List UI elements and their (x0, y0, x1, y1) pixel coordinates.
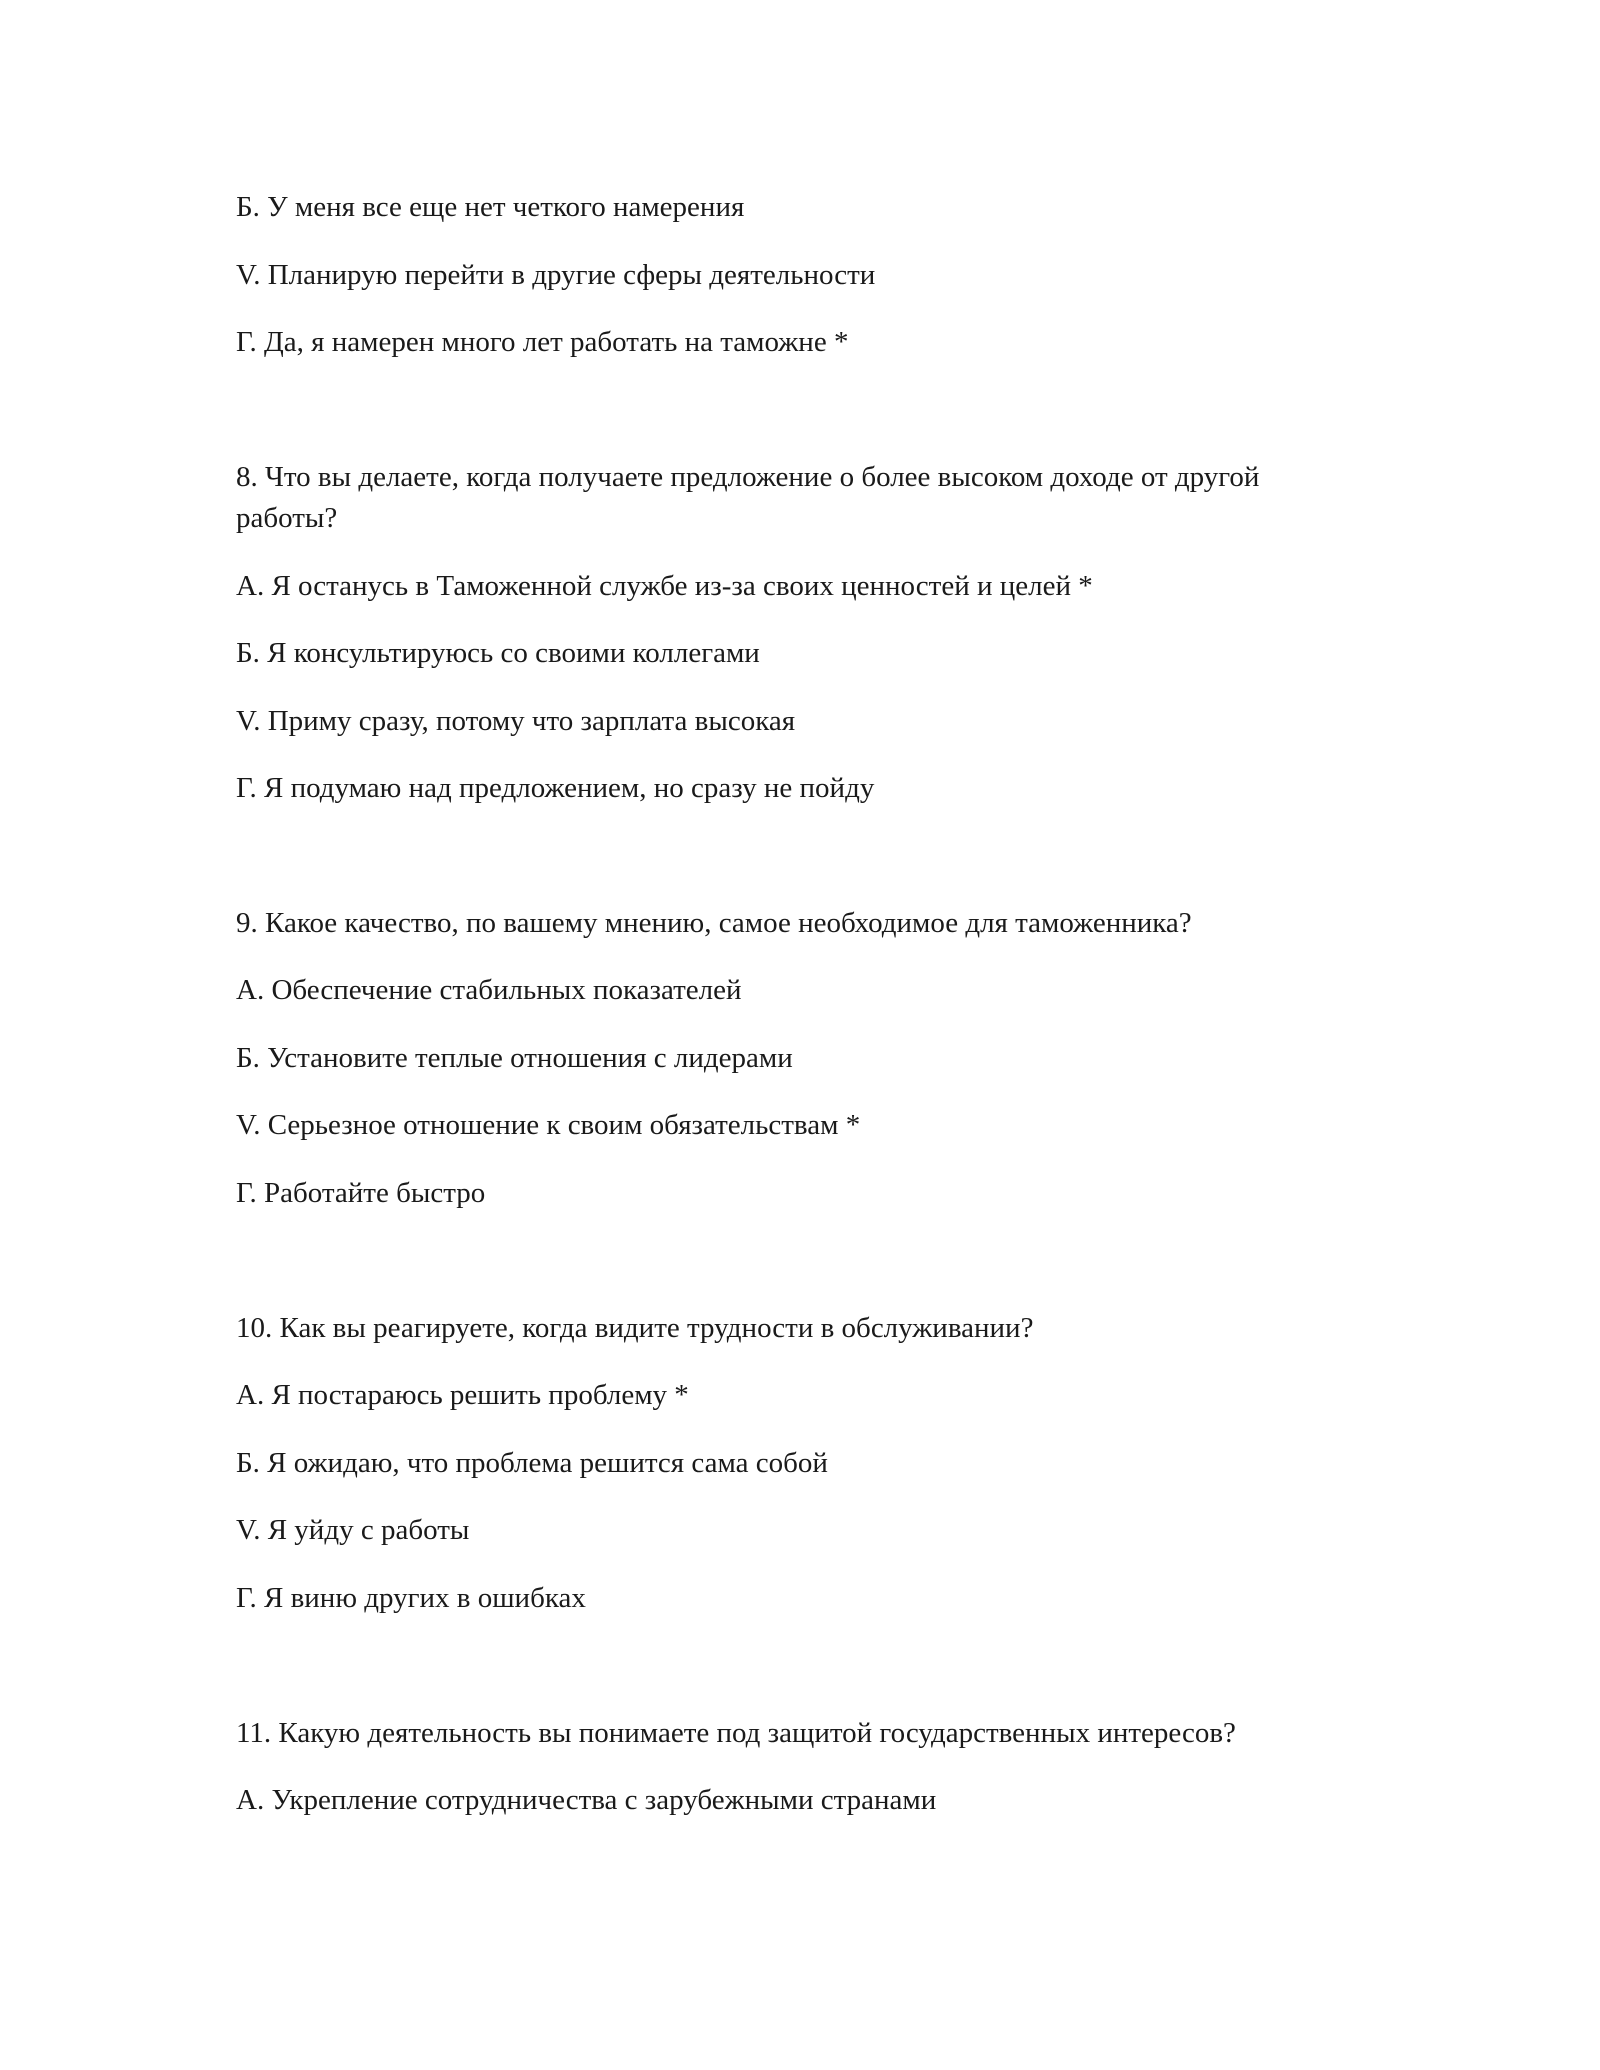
q10-option-g: Г. Я виню других в ошибках (236, 1582, 586, 1614)
q8-option-g: Г. Я подумаю над предложением, но сразу не пойду (236, 772, 875, 804)
q9-option-g: Г. Работайте быстро (236, 1177, 486, 1209)
q9-option-b: Б. Установите теплые отношения с лидерами (236, 1042, 793, 1074)
q8-option-a: А. Я останусь в Таможенной службе из-за своих ценностей и целей * (236, 570, 1093, 602)
q9-question: 9. Какое качество, по вашему мнению, самое необходимое для таможенника? (236, 907, 1192, 939)
q11-question: 11. Какую деятельность вы понимаете под защитой государственных интересов? (236, 1717, 1236, 1749)
q10-option-v: V. Я уйду с работы (236, 1514, 470, 1546)
q8-question-line-1: 8. Что вы делаете, когда получаете предложение о более высоком доходе от другой (236, 461, 1260, 493)
q7-option-g: Г. Да, я намерен много лет работать на таможне * (236, 326, 849, 358)
q7-option-v: V. Планирую перейти в другие сферы деятельности (236, 259, 876, 291)
q8-question-line-2: работы? (236, 502, 338, 534)
q9-option-v: V. Серьезное отношение к своим обязательствам * (236, 1109, 861, 1141)
q8-option-b: Б. Я консультируюсь со своими коллегами (236, 637, 760, 669)
q10-option-b: Б. Я ожидаю, что проблема решится сама собой (236, 1447, 828, 1479)
q9-option-a: А. Обеспечение стабильных показателей (236, 974, 742, 1006)
q8-option-v: V. Приму сразу, потому что зарплата высокая (236, 705, 796, 737)
q10-option-a: А. Я постараюсь решить проблему * (236, 1379, 689, 1411)
q7-option-b: Б. У меня все еще нет четкого намерения (236, 191, 745, 223)
q11-option-a: А. Укрепление сотрудничества с зарубежными странами (236, 1784, 937, 1816)
q10-question: 10. Как вы реагируете, когда видите трудности в обслуживании? (236, 1312, 1034, 1344)
